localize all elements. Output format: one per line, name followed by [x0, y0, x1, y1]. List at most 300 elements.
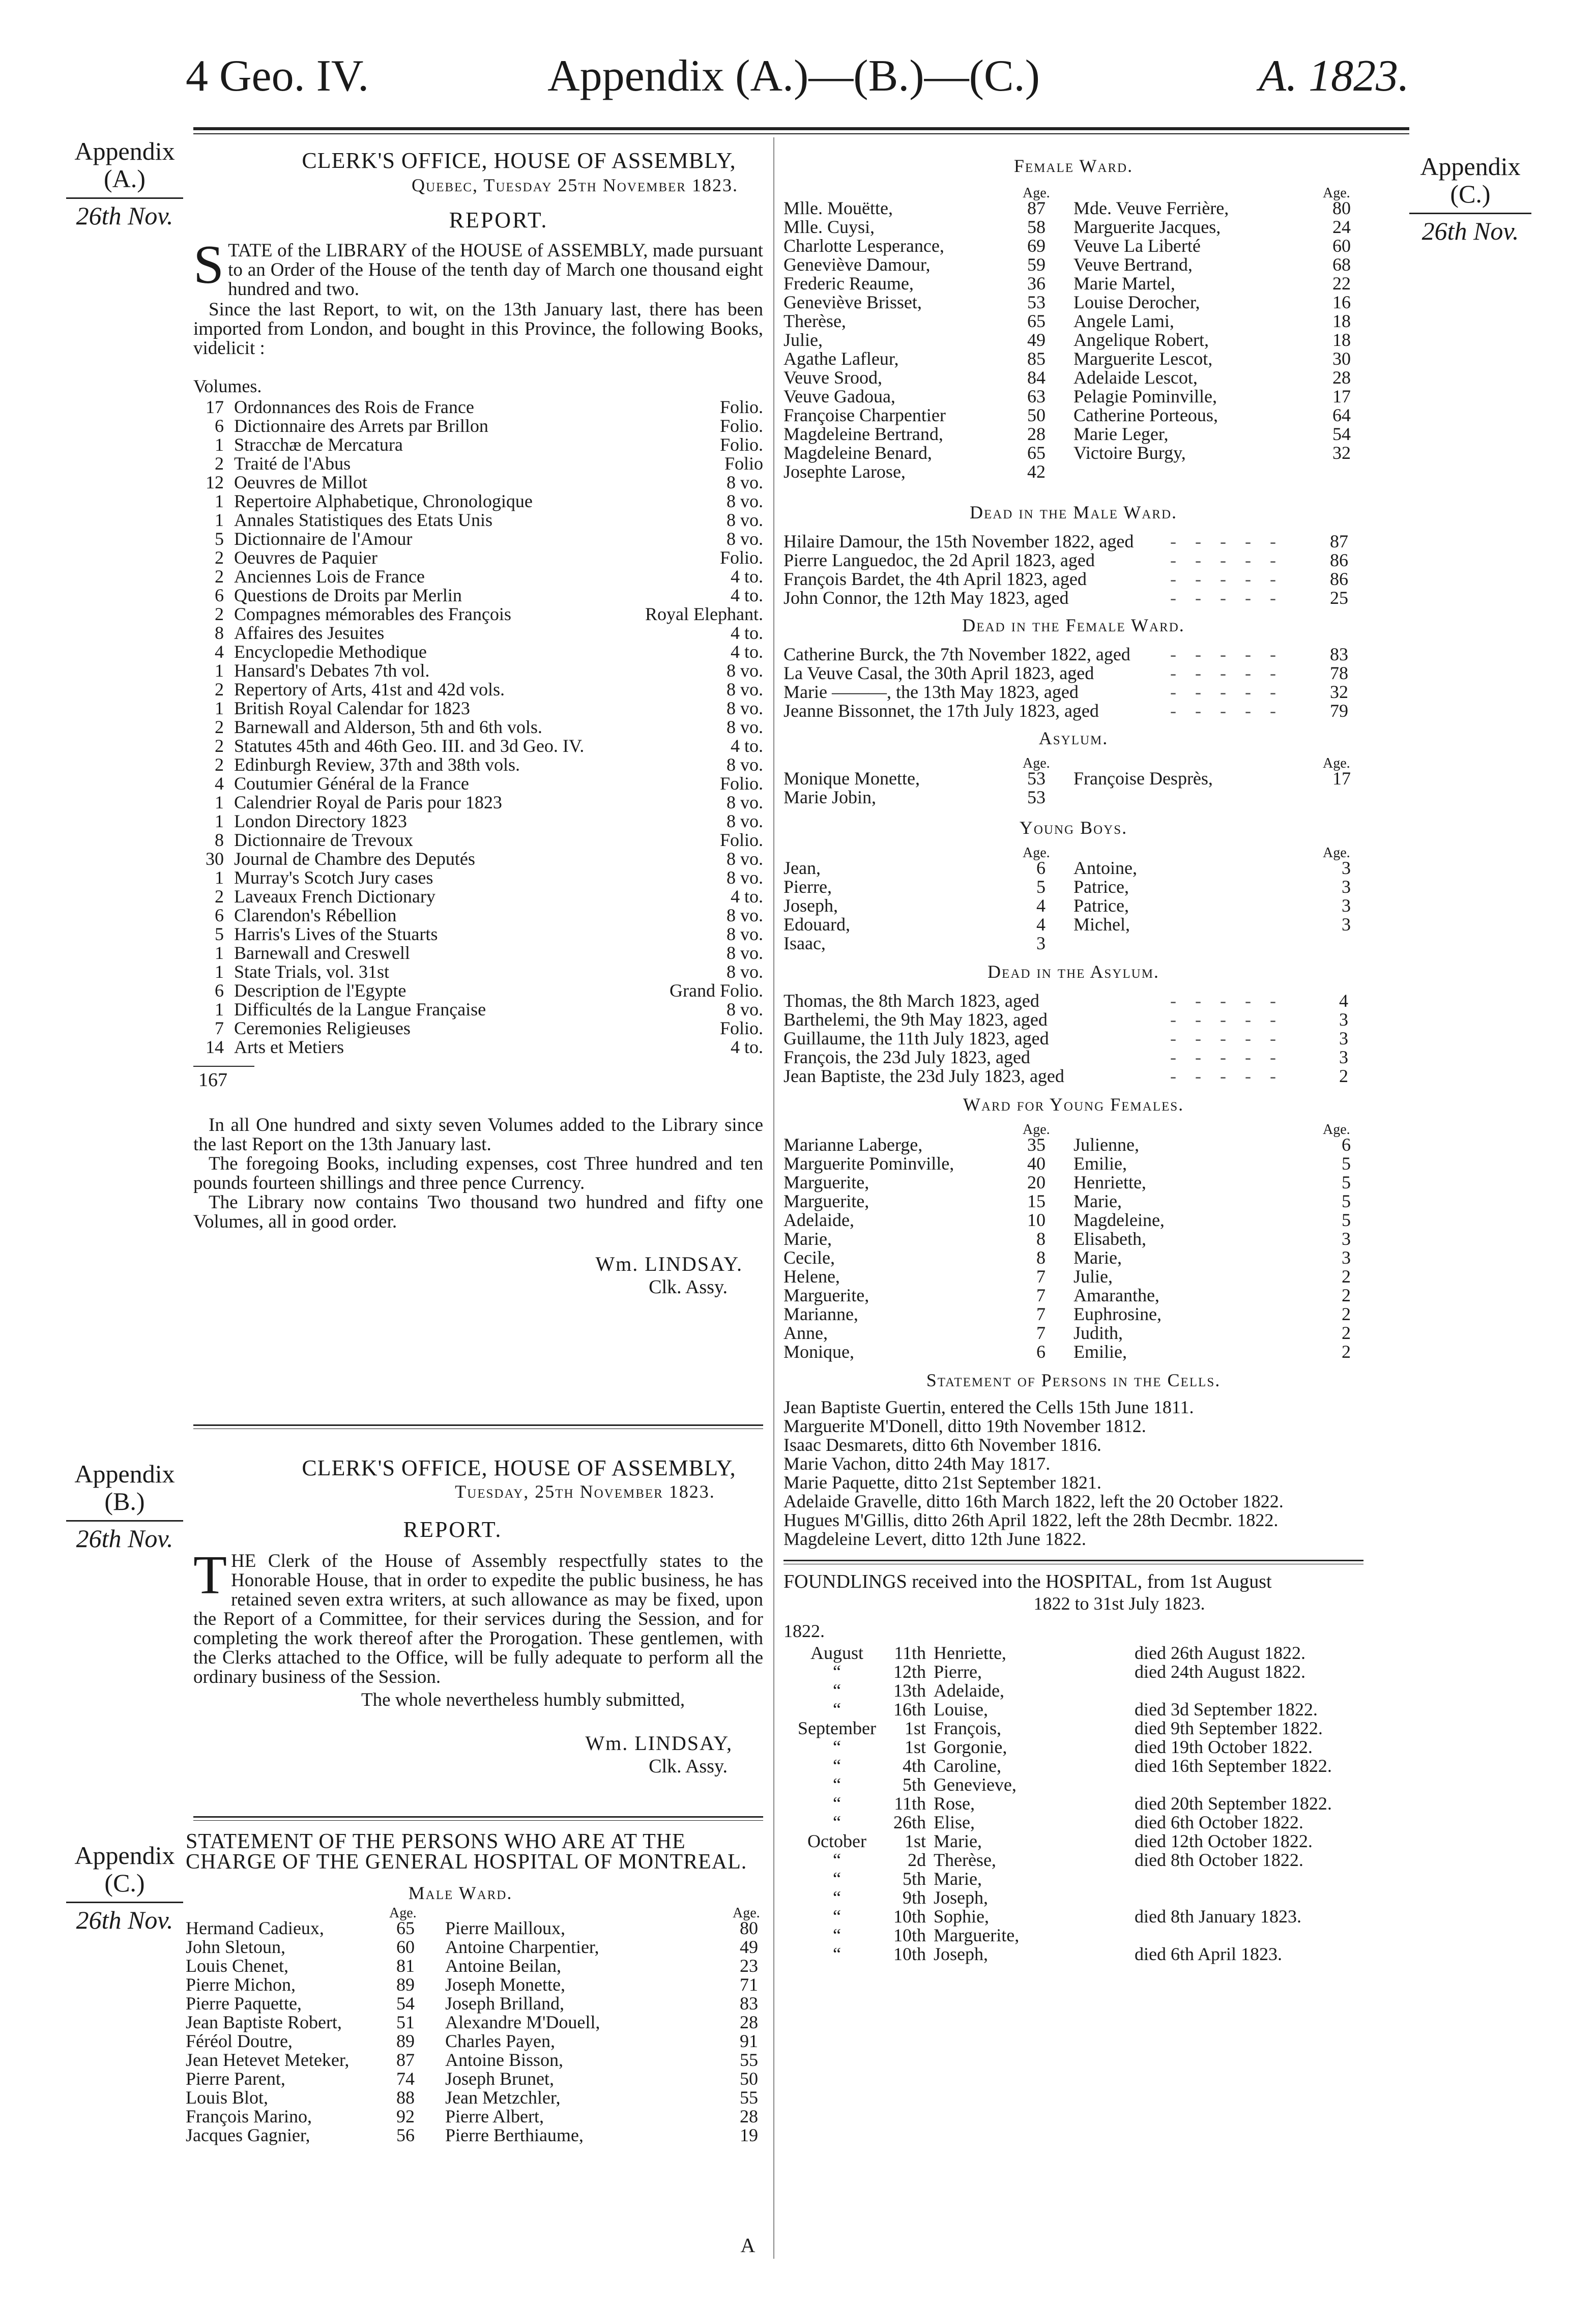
age-label: Age.: [733, 1905, 760, 1921]
book-size: Grand Folio.: [670, 980, 763, 1001]
book-title: Harris's Lives of the Stuarts: [234, 924, 438, 944]
death-text: Hilaire Damour, the 15th November 1822, aged: [784, 531, 1134, 551]
table-row: [186, 2032, 766, 2051]
death-text: Pierre Languedoc, the 2d April 1823, aged: [784, 550, 1095, 570]
death-text: Catherine Burck, the 7th November 1822, aged: [784, 644, 1130, 664]
table-row: [784, 1135, 1363, 1154]
volumes-label: Volumes.: [193, 376, 262, 396]
foundling-day: 10th: [893, 1925, 926, 1945]
name-cell: Jean Hetevet Meteker,: [186, 2050, 350, 2070]
death-age: 2: [1339, 1066, 1348, 1086]
table-row: [186, 1957, 766, 1975]
clerks-dateline: Tuesday, 25th November 1823.: [455, 1481, 715, 1502]
book-row: [193, 417, 763, 435]
name-cell: Patrice,: [1073, 877, 1129, 897]
age-headers: [186, 1904, 766, 1919]
book-row: [193, 887, 763, 906]
dead-female-label: Dead in the Female Ward.: [962, 615, 1185, 635]
age-cell: 65: [396, 1918, 415, 1938]
age-cell: 60: [1332, 236, 1351, 256]
book-title: Coutumier Général de la France: [234, 773, 469, 794]
foundling-row: [784, 1945, 1363, 1964]
book-size: 4 to.: [730, 1037, 763, 1057]
foundling-day: 1st: [904, 1718, 926, 1738]
book-qty: 17: [206, 397, 224, 417]
name-cell: Louis Blot,: [186, 2087, 269, 2108]
age-cell: 64: [1332, 405, 1351, 425]
book-row: [193, 586, 763, 605]
table-row: [186, 1919, 766, 1938]
foundling-row: [784, 1907, 1363, 1926]
book-qty: 6: [215, 416, 224, 436]
library-closing-3: The Library now contains Two thousand two hundred and fifty one Volumes, all in good order.: [193, 1192, 763, 1232]
age-cell: 54: [396, 1993, 415, 2014]
name-cell: Cecile,: [784, 1247, 835, 1268]
foundling-row: [784, 1719, 1363, 1738]
table-row: [784, 312, 1363, 331]
foundling-name: Marguerite,: [934, 1925, 1020, 1945]
foundling-name: Rose,: [934, 1793, 975, 1814]
age-cell: 49: [740, 1937, 758, 1957]
name-cell: Emilie,: [1073, 1153, 1127, 1174]
table-row: [784, 1154, 1363, 1173]
column-divider: [773, 137, 774, 2259]
book-row: [193, 605, 763, 624]
book-row: [193, 492, 763, 511]
name-cell: Michel,: [1073, 914, 1130, 935]
death-age: 78: [1330, 663, 1348, 683]
age-cell: 84: [1027, 367, 1046, 388]
table-row: [784, 1211, 1363, 1230]
table-row: [784, 788, 1363, 807]
book-size: 8 vo.: [727, 849, 763, 869]
book-size: Folio.: [719, 1018, 763, 1038]
death-text: La Veuve Casal, the 30th April 1823, aged: [784, 663, 1094, 683]
book-qty: 2: [215, 679, 224, 699]
name-cell: Adelaide,: [784, 1210, 854, 1230]
book-size: Folio.: [719, 547, 763, 568]
book-title: Journal de Chambre des Deputés: [234, 849, 475, 869]
library-since: Since the last Report, to wit, on the 13th January last, there has been imported from London, and bought in this Province, the following Books, videlicit :: [193, 299, 763, 359]
name-cell: Anne,: [784, 1323, 828, 1343]
name-cell: Josephte Larose,: [784, 461, 906, 482]
book-row: [193, 963, 763, 981]
cells-entry: Adelaide Gravelle, ditto 16th March 1822, left the 20 October 1822.: [784, 1491, 1284, 1511]
leader-dots: - - - - -: [1170, 569, 1283, 589]
table-row: [784, 425, 1363, 444]
age-cell: 49: [1027, 330, 1046, 350]
age-cell: 3: [1342, 1229, 1351, 1249]
book-title: Traité de l'Abus: [234, 453, 351, 474]
foundling-month: “: [833, 1812, 841, 1832]
age-cell: 53: [1027, 768, 1046, 789]
age-cell: 17: [1332, 386, 1351, 406]
age-cell: 65: [1027, 443, 1046, 463]
table-row: [784, 444, 1363, 462]
dead-male-label: Dead in the Male Ward.: [969, 502, 1178, 522]
name-cell: Louise Derocher,: [1073, 292, 1200, 312]
age-cell: 30: [1332, 348, 1351, 369]
name-cell: Magdeleine Bertrand,: [784, 424, 943, 444]
book-title: British Royal Calendar for 1823: [234, 698, 470, 718]
name-cell: Marie Martel,: [1073, 273, 1175, 294]
name-cell: Amaranthe,: [1073, 1285, 1159, 1305]
foundling-name: Elise,: [934, 1812, 975, 1832]
age-cell: 8: [1036, 1229, 1046, 1249]
foundling-name: Marie,: [934, 1831, 982, 1851]
book-row: [193, 680, 763, 699]
margin-note-appendix-c-right: [1409, 153, 1531, 245]
foundling-row: [784, 1681, 1363, 1700]
age-cell: 55: [740, 2087, 758, 2108]
book-size: Folio: [724, 453, 763, 474]
book-qty: 6: [215, 980, 224, 1001]
table-row: [784, 293, 1363, 312]
clerks-title: REPORT.: [403, 1517, 503, 1542]
book-row: [193, 511, 763, 530]
name-cell: Mde. Veuve Ferrière,: [1073, 198, 1229, 218]
margin-note-date: 26th Nov.: [66, 1902, 183, 1934]
name-cell: Antoine,: [1073, 858, 1137, 878]
age-cell: 2: [1342, 1266, 1351, 1287]
death-age: 86: [1330, 569, 1348, 589]
name-cell: Marie,: [1073, 1247, 1122, 1268]
name-cell: Jean Baptiste Robert,: [186, 2012, 342, 2032]
age-headers: [784, 1120, 1363, 1138]
age-cell: 22: [1332, 273, 1351, 294]
age-cell: 6: [1036, 858, 1046, 878]
book-row: [193, 737, 763, 755]
book-size: Folio.: [719, 773, 763, 794]
death-age: 3: [1339, 1009, 1348, 1030]
age-cell: 4: [1036, 895, 1046, 916]
margin-note-label: Appendix (A.): [74, 137, 175, 193]
dropcap: T: [193, 1545, 227, 1606]
running-head-center: Appendix (A.)—(B.)—(C.): [547, 51, 1040, 101]
table-row: [784, 1248, 1363, 1267]
age-cell: 5: [1036, 877, 1046, 897]
leader-dots: - - - - -: [1170, 682, 1283, 702]
age-cell: 56: [396, 2125, 415, 2145]
book-qty: 8: [215, 830, 224, 850]
age-cell: 85: [1027, 348, 1046, 369]
table-row: [784, 1230, 1363, 1248]
age-cell: 6: [1036, 1342, 1046, 1362]
table-row: [784, 1173, 1363, 1192]
age-cell: 3: [1342, 1247, 1351, 1268]
age-cell: 7: [1036, 1266, 1046, 1287]
book-size: 8 vo.: [727, 679, 763, 699]
name-cell: Veuve Bertrand,: [1073, 254, 1193, 275]
book-size: 8 vo.: [727, 717, 763, 737]
book-qty: 2: [215, 717, 224, 737]
margin-note-label: Appendix (C.): [74, 1841, 175, 1897]
table-row: [784, 1343, 1363, 1361]
name-cell: Veuve Gadoua,: [784, 386, 895, 406]
table-row: [784, 406, 1363, 425]
name-cell: Jacques Gagnier,: [186, 2125, 310, 2145]
age-cell: 23: [740, 1956, 758, 1976]
name-cell: Charlotte Lesperance,: [784, 236, 944, 256]
book-qty: 6: [215, 585, 224, 605]
age-cell: 54: [1332, 424, 1351, 444]
book-size: 8 vo.: [727, 754, 763, 775]
foundling-row: [784, 1832, 1363, 1851]
margin-note-label: Appendix (B.): [74, 1460, 175, 1515]
name-cell: Françoise Desprès,: [1073, 768, 1213, 789]
book-size: 8 vo.: [727, 924, 763, 944]
name-cell: Marguerite Lescot,: [1073, 348, 1213, 369]
name-cell: Victoire Burgy,: [1073, 443, 1186, 463]
name-cell: Patrice,: [1073, 895, 1129, 916]
foundling-month: “: [833, 1869, 841, 1889]
name-cell: Marguerite Jacques,: [1073, 217, 1221, 237]
foundling-day: 11th: [894, 1793, 926, 1814]
clerks-heading: CLERK'S OFFICE, HOUSE OF ASSEMBLY,: [302, 1455, 736, 1480]
book-row: [193, 718, 763, 737]
book-size: 8 vo.: [727, 999, 763, 1019]
table-row: [186, 2107, 766, 2126]
table-row: [784, 1324, 1363, 1343]
age-cell: 10: [1027, 1210, 1046, 1230]
age-label: Age.: [1323, 185, 1350, 201]
leader-dots: - - - - -: [1170, 1028, 1283, 1048]
foundling-day: 5th: [902, 1774, 926, 1795]
foundling-month: “: [833, 1699, 841, 1719]
foundling-month: “: [833, 1774, 841, 1795]
age-cell: 28: [1027, 424, 1046, 444]
age-cell: 53: [1027, 787, 1046, 807]
foundling-day: 12th: [893, 1661, 926, 1682]
book-qty: 30: [206, 849, 224, 869]
margin-note-label: Appendix (C.): [1420, 152, 1521, 208]
book-qty: 2: [215, 604, 224, 624]
table-row: [186, 2013, 766, 2032]
foundling-note: died 3d September 1822.: [1135, 1699, 1318, 1719]
name-cell: Jean,: [784, 858, 821, 878]
foundling-row: [784, 1888, 1363, 1907]
age-cell: 53: [1027, 292, 1046, 312]
name-cell: Angelique Robert,: [1073, 330, 1209, 350]
name-cell: Marguerite,: [784, 1191, 869, 1211]
header-rule-thick: [193, 127, 1409, 130]
name-cell: Marguerite,: [784, 1285, 869, 1305]
foundlings-year: 1822.: [784, 1621, 825, 1641]
age-cell: 28: [1332, 367, 1351, 388]
foundling-month: “: [833, 1737, 841, 1757]
age-cell: 19: [740, 2125, 758, 2145]
header-rule-thin: [193, 133, 1409, 134]
foundling-note: died 6th October 1822.: [1135, 1812, 1303, 1832]
foundling-day: 1st: [904, 1831, 926, 1851]
age-cell: 28: [740, 2012, 758, 2032]
book-title: Difficultés de la Langue Française: [234, 999, 486, 1019]
death-age: 87: [1330, 531, 1348, 551]
book-size: Folio.: [719, 416, 763, 436]
age-cell: 59: [1027, 254, 1046, 275]
age-cell: 69: [1027, 236, 1046, 256]
name-cell: Geneviève Damour,: [784, 254, 931, 275]
name-cell: Antoine Beilan,: [445, 1956, 561, 1976]
book-title: State Trials, vol. 31st: [234, 961, 390, 982]
signature-mark: A: [740, 2234, 756, 2257]
hospital-title: STATEMENT OF THE PERSONS WHO ARE AT THE CHARGE OF THE GENERAL HOSPITAL OF MONTREAL.: [186, 1830, 747, 1874]
book-title: London Directory 1823: [234, 811, 407, 831]
library-dateline: Quebec, Tuesday 25th November 1823.: [412, 175, 738, 195]
cells-list: [784, 1398, 1363, 1549]
dead-asylum-list: [784, 992, 1363, 1086]
table-row: [186, 2069, 766, 2088]
age-cell: 5: [1342, 1191, 1351, 1211]
foundling-row: [784, 1794, 1363, 1813]
clerks-body-text: HE Clerk of the House of Assembly respectfully states to the Honorable House, that in order to expedite the public business, he has retained seven extra writers, at such allowance as may be fixed, upon the Report of a Committee, for their services during the Session, and for completing the work thereof after the Prorogation. These gentlemen, with the Clerks attached to the Office, will be fully adequate to perform all the ordinary business of the Session.: [193, 1551, 763, 1687]
name-cell: Pelagie Pominville,: [1073, 386, 1217, 406]
foundling-month: “: [833, 1756, 841, 1776]
name-cell: Marie Jobin,: [784, 787, 876, 807]
name-cell: Marie,: [1073, 1191, 1122, 1211]
death-text: François Bardet, the 4th April 1823, aged: [784, 569, 1087, 589]
death-row: [784, 589, 1363, 607]
book-qty: 1: [215, 811, 224, 831]
book-qty: 1: [215, 961, 224, 982]
foundling-name: Pierre,: [934, 1661, 982, 1682]
age-cell: 3: [1342, 895, 1351, 916]
book-title: Arts et Metiers: [234, 1037, 344, 1057]
death-row: [784, 1029, 1363, 1048]
table-row: [784, 218, 1363, 237]
book-row: [193, 624, 763, 643]
foundling-month: “: [833, 1925, 841, 1945]
name-cell: Euphrosine,: [1073, 1304, 1162, 1324]
book-row: [193, 925, 763, 944]
clerks-closing: The whole nevertheless humbly submitted,: [361, 1689, 685, 1710]
leader-dots: - - - - -: [1170, 550, 1283, 570]
death-row: [784, 664, 1363, 683]
book-row: [193, 473, 763, 492]
age-cell: 18: [1332, 330, 1351, 350]
book-title: Ordonnances des Rois de France: [234, 397, 474, 417]
foundling-note: died 26th August 1822.: [1135, 1643, 1306, 1663]
young-boys-table: [784, 859, 1363, 953]
foundling-note: died 12th October 1822.: [1135, 1831, 1313, 1851]
cells-entry: Jean Baptiste Guertin, entered the Cells 15th June 1811.: [784, 1397, 1194, 1417]
age-cell: 88: [396, 2087, 415, 2108]
death-row: [784, 702, 1363, 720]
name-cell: Joseph Brunet,: [445, 2068, 554, 2089]
name-cell: Charles Payen,: [445, 2031, 555, 2051]
age-cell: 51: [396, 2012, 415, 2032]
age-cell: 7: [1036, 1304, 1046, 1324]
table-row: [186, 2126, 766, 2145]
hospital-statement: [186, 1831, 766, 2145]
name-cell: Hermand Cadieux,: [186, 1918, 324, 1938]
age-cell: 5: [1342, 1172, 1351, 1192]
book-size: 8 vo.: [727, 510, 763, 530]
book-qty: 1: [215, 434, 224, 455]
foundling-day: 5th: [902, 1869, 926, 1889]
foundlings-table: [784, 1644, 1363, 1964]
name-cell: Marie,: [784, 1229, 832, 1249]
book-title: Encyclopedie Methodique: [234, 642, 427, 662]
book-title: Calendrier Royal de Paris pour 1823: [234, 792, 502, 812]
foundling-name: Therèse,: [934, 1850, 996, 1870]
margin-note-date: 26th Nov.: [66, 1520, 183, 1552]
book-title: Repertory of Arts, 41st and 42d vols.: [234, 679, 505, 699]
age-cell: 50: [1027, 405, 1046, 425]
age-cell: 2: [1342, 1342, 1351, 1362]
age-headers: [784, 184, 1363, 199]
book-title: Annales Statistiques des Etats Unis: [234, 510, 492, 530]
book-row: [193, 1000, 763, 1019]
book-qty: 2: [215, 547, 224, 568]
name-cell: Jean Metzchler,: [445, 2087, 561, 2108]
name-cell: Joseph Monette,: [445, 1974, 565, 1995]
section-rule-bc: [193, 1816, 763, 1818]
age-cell: 18: [1332, 311, 1351, 331]
book-size: 4 to.: [730, 585, 763, 605]
book-qty: 2: [215, 754, 224, 775]
book-size: 4 to.: [730, 886, 763, 907]
clerks-signature: Wm. LINDSAY,: [585, 1732, 733, 1755]
name-cell: Angele Lami,: [1073, 311, 1174, 331]
book-title: Murray's Scotch Jury cases: [234, 867, 433, 888]
name-cell: Alexandre M'Douell,: [445, 2012, 600, 2032]
name-cell: Veuve La Liberté: [1073, 236, 1201, 256]
book-title: Statutes 45th and 46th Geo. III. and 3d Geo. IV.: [234, 736, 585, 756]
foundling-month: “: [833, 1680, 841, 1701]
foundling-row: [784, 1757, 1363, 1775]
book-row: [193, 567, 763, 586]
book-qty: 1: [215, 792, 224, 812]
name-cell: François Marino,: [186, 2106, 312, 2126]
foundling-month: “: [833, 1887, 841, 1908]
book-qty: 2: [215, 453, 224, 474]
table-row: [784, 237, 1363, 255]
name-cell: Elisabeth,: [1073, 1229, 1146, 1249]
book-row: [193, 435, 763, 454]
young-boys-label: Young Boys.: [1019, 818, 1128, 838]
foundling-row: [784, 1738, 1363, 1757]
library-report: [193, 148, 763, 1298]
age-cell: 2: [1342, 1285, 1351, 1305]
foundlings-subtitle: 1822 to 31st July 1823.: [1033, 1593, 1205, 1614]
name-cell: Geneviève Brisset,: [784, 292, 922, 312]
name-cell: Marguerite,: [784, 1172, 869, 1192]
age-cell: 87: [1027, 198, 1046, 218]
section-rule-foundlings: [784, 1560, 1363, 1561]
table-row: [186, 2051, 766, 2069]
book-size: Folio.: [719, 434, 763, 455]
foundling-month: September: [798, 1718, 876, 1738]
book-row: [193, 661, 763, 680]
foundling-name: François,: [934, 1718, 1001, 1738]
death-row: [784, 645, 1363, 664]
library-signature: Wm. LINDSAY.: [595, 1252, 743, 1275]
foundling-row: [784, 1775, 1363, 1794]
male-ward-table: [186, 1919, 766, 2145]
foundling-day: 4th: [902, 1756, 926, 1776]
book-title: Questions de Droits par Merlin: [234, 585, 462, 605]
book-qty: 1: [215, 510, 224, 530]
death-text: Jean Baptiste, the 23d July 1823, aged: [784, 1066, 1064, 1086]
age-cell: 60: [396, 1937, 415, 1957]
foundling-name: Gorgonie,: [934, 1737, 1007, 1757]
margin-note-date: 26th Nov.: [1409, 213, 1531, 245]
age-cell: 7: [1036, 1323, 1046, 1343]
book-row: [193, 548, 763, 567]
name-cell: Louis Chenet,: [186, 1956, 288, 1976]
book-size: Royal Elephant.: [645, 604, 763, 624]
